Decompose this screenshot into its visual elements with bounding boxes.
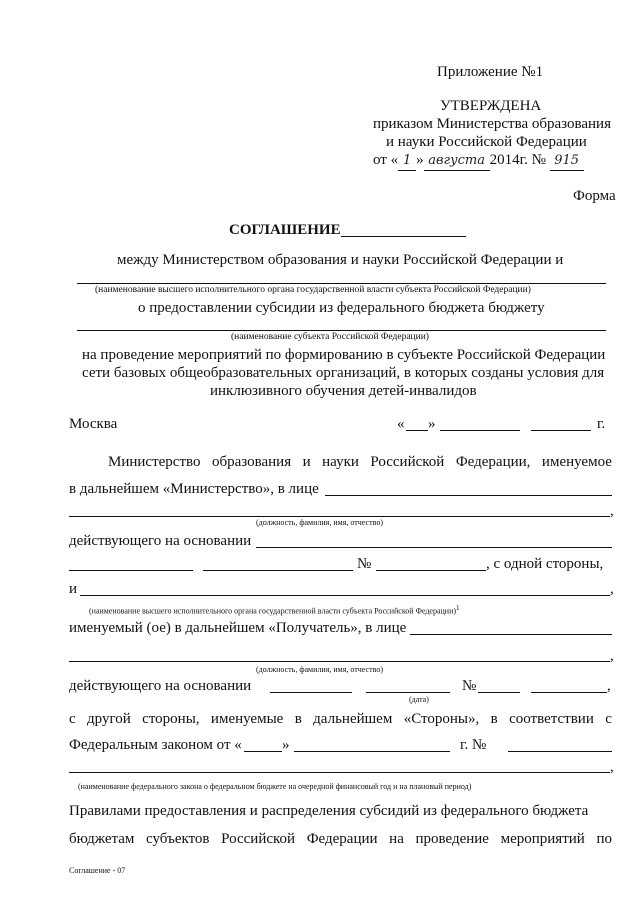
day-blank-line: [406, 430, 428, 431]
word: соответствии: [509, 711, 594, 727]
basis-document-line: [256, 547, 612, 548]
comma: ,: [610, 581, 614, 597]
word: именуемые: [210, 711, 284, 727]
city-label: Москва: [69, 416, 118, 432]
subsidy-line: о предоставлении субсидии из федерального бюджета бюджету: [138, 300, 545, 316]
rules-line-2: [69, 830, 612, 848]
word: в: [490, 711, 498, 727]
order-number-handwritten: 915: [550, 152, 584, 171]
law-month-year-line: [294, 751, 450, 752]
date-month-handwritten: августа: [424, 152, 490, 171]
date-year: 2014: [489, 152, 520, 168]
word: образования: [211, 454, 292, 470]
date-open-quote: «: [397, 416, 405, 432]
federal-law-g: г. №: [460, 737, 487, 753]
basis-number-line: [376, 570, 486, 571]
word: с: [605, 711, 612, 727]
purpose-line-2: сети базовых общеобразовательных организаций, в которых созданы условия для: [82, 365, 605, 381]
word: Российской: [370, 454, 445, 470]
law-number-line: [508, 751, 612, 752]
comma: ,: [610, 503, 614, 519]
paragraph-1-line-1: [108, 453, 612, 471]
subject-name-line: [77, 330, 606, 331]
caption-authority-2: [89, 603, 460, 617]
month-blank-line: [440, 430, 520, 431]
appendix-label: Приложение №1: [437, 64, 544, 80]
word: субъектов: [146, 831, 210, 847]
date-close-quote: »: [428, 416, 436, 432]
word: дальнейшем: [313, 711, 393, 727]
acting-basis-label-2: действующего на основании: [69, 678, 252, 694]
recipient-authority-line: [80, 595, 610, 596]
word: Федерации: [306, 831, 378, 847]
comma: ,: [610, 648, 614, 664]
word: Российской: [221, 831, 296, 847]
paragraph-1-line-2: в дальнейшем «Министерство», в лице: [69, 481, 319, 497]
word: Федерации,: [455, 454, 531, 470]
comma: ,: [610, 759, 614, 775]
caption-date: (дата): [409, 695, 429, 704]
order-line-1: приказом Министерства образования: [373, 116, 611, 132]
basis-line-a: [69, 570, 193, 571]
word: в: [294, 711, 302, 727]
word: с: [69, 711, 76, 727]
federal-law-prefix: Федеральным законом от «: [69, 737, 242, 753]
order-date-line: [373, 151, 584, 171]
word: другой: [87, 711, 131, 727]
agreement-number-line: [341, 236, 466, 237]
year-blank-line: [531, 430, 591, 431]
word: на: [389, 831, 404, 847]
basis-extra-line: [531, 692, 607, 693]
year-suffix: г.: [597, 416, 606, 432]
other-side-line: [69, 710, 612, 728]
basis-line-b: [203, 570, 353, 571]
word: проведение: [415, 831, 489, 847]
word: мероприятий: [500, 831, 585, 847]
caption-subject: (наименование субъекта Российской Федерации): [231, 332, 429, 342]
recipient-representative-line: [410, 634, 612, 635]
ministry-representative-line: [325, 495, 612, 496]
word: «Стороны»,: [403, 711, 480, 727]
approved-label: УТВЕРЖДЕНА: [440, 98, 542, 114]
one-side-label: , с одной стороны,: [486, 556, 604, 572]
footnote-mark: 1: [456, 604, 460, 612]
authority-name-line: [77, 283, 606, 284]
purpose-line-1: на проведение мероприятий по формированию в субъекте Российской Федерации: [82, 347, 606, 363]
word: и: [302, 454, 311, 470]
caption-position: (должность, фамилия, имя, отчество): [256, 518, 383, 527]
number-sign-2: №: [462, 678, 477, 694]
between-line: между Министерством образования и науки Российской Федерации и: [117, 252, 564, 268]
date-mid: »: [416, 152, 424, 168]
form-label: Форма: [573, 188, 616, 204]
comma: ,: [607, 678, 611, 694]
number-sign: №: [357, 556, 372, 572]
basis-number-line-2: [478, 692, 520, 693]
date-day-handwritten: 1: [398, 152, 416, 171]
order-line-2: и науки Российской Федерации: [386, 134, 587, 150]
acting-basis-label: действующего на основании: [69, 533, 252, 549]
caption-authority-text: (наименование высшего исполнительного органа государственной власти субъекта Российской Федерации): [89, 606, 457, 616]
caption-authority-1: (наименование высшего исполнительного органа государственной власти субъекта Российской Федерации): [95, 285, 531, 295]
recipient-position-line: [69, 661, 610, 662]
agreement-heading: СОГЛАШЕНИЕ: [229, 222, 341, 238]
basis-line-c: [270, 692, 352, 693]
word: Министерство: [108, 454, 201, 470]
and-label: и: [69, 581, 78, 597]
footer-label: Соглашение - 07: [69, 866, 126, 875]
date-prefix: от «: [373, 152, 399, 168]
word: именуемое: [541, 454, 612, 470]
word: науки: [322, 454, 359, 470]
word: стороны,: [142, 711, 200, 727]
basis-date-line: [366, 692, 450, 693]
law-day-line: [244, 751, 282, 752]
purpose-line-3: инклюзивного обучения детей-инвалидов: [210, 383, 477, 399]
caption-position-2: (должность, фамилия, имя, отчество): [256, 665, 383, 674]
recipient-label: именуемый (ое) в дальнейшем «Получатель», в лице: [69, 620, 407, 636]
caption-law: (наименование федерального закона о федеральном бюджете на очередной финансовый год и на плановый период): [78, 782, 472, 791]
federal-law-name-line: [69, 772, 610, 773]
word: по: [596, 831, 612, 847]
federal-law-close: »: [282, 737, 290, 753]
ministry-position-line: [69, 516, 610, 517]
date-g-label: г. №: [519, 152, 546, 168]
rules-line-1: Правилами предоставления и распределения субсидий из федерального бюджета: [69, 803, 589, 819]
word: бюджетам: [69, 831, 135, 847]
